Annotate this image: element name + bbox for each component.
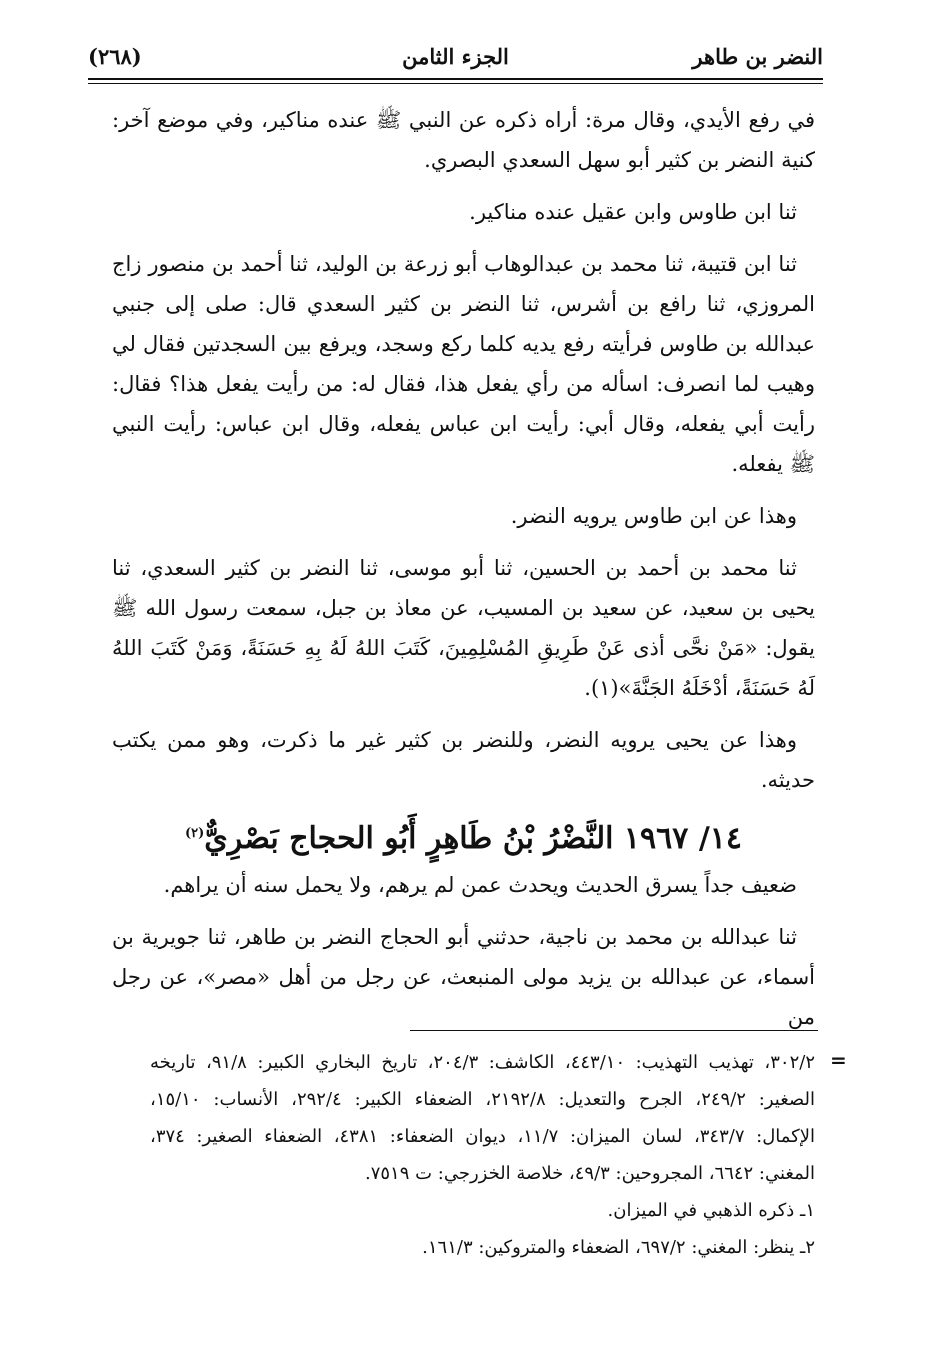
entry-heading-text: ١٤/ ١٩٦٧ النَّضْرُ بْنُ طَاهِرٍ أَبُو الحجاج بَصْرِيٌّ [204, 821, 743, 856]
main-text [112, 100, 815, 1049]
footnote: ١ـ ذكره الذهبي في الميزان. [607, 1200, 815, 1221]
part-title: الجزء الثامن [402, 44, 509, 69]
footnote: ٢ـ ينظر: المغني: ٦٩٧/٢، الضعفاء والمتروكين: ١٦١/٣. [422, 1237, 815, 1258]
paragraph: ثنا ابن طاوس وابن عقيل عنده مناكير. [469, 200, 797, 224]
paragraph: في رفع الأيدي، وقال مرة: أراه ذكره عن النبي ﷺ عنده مناكير، وفي موضع آخر: كنية النضر بن كثير أبو سهل السعدي البصري. [112, 108, 815, 172]
running-title: النضر بن طاهر [692, 44, 823, 69]
paragraph: ضعيف جداً يسرق الحديث ويحدث عمن لم يرهم، ولا يحمل سنه أن يراهم. [163, 873, 797, 897]
header-divider [88, 78, 823, 84]
entry-heading [112, 812, 815, 861]
paragraph: ثنا ابن قتيبة، ثنا محمد بن عبدالوهاب أبو زرعة بن الوليد، ثنا أحمد بن منصور زاج المروزي، ثنا رافع بن أشرس، ثنا النضر بن كثير السعدي قال: صلى إلى جنبي عبدالله بن طاوس فرأيته رفع يديه كلما ركع وسجد، ويرفع بين السجدتين فقال لي وهيب لما انصرف: اسأله من رأي يفعل هذا، فقال له: من رأيت يفعل هذا؟ فقال: رأيت أبي يفعله، وقال أبي: رأيت ابن عباس يفعله، وقال ابن عباس: رأيت النبي ﷺ يفعله. [112, 252, 815, 476]
page-number: (٢٦٨) [88, 44, 142, 69]
page-header [88, 38, 823, 78]
footnotes [150, 1044, 815, 1266]
paragraph: وهذا عن ابن طاوس يرويه النضر. [510, 504, 797, 528]
footnote-continuation-mark: = [830, 1048, 847, 1072]
footnote-ref: (٢) [184, 826, 205, 841]
paragraph: ثنا محمد بن أحمد بن الحسين، ثنا أبو موسى، ثنا النضر بن كثير السعدي، ثنا يحيى بن سعيد، عن سعيد بن المسيب، عن معاذ بن جبل، سمعت رسول الله ﷺ يقول: «مَنْ نحَّى أذى عَنْ طَرِيقِ المُسْلِمِينَ، كَتَبَ اللهُ لَهُ بِهِ حَسَنَةً، وَمَنْ كَتَبَ اللهُ لَهُ حَسَنَةً، أدْخَلَهُ الجَنَّةَ»(١). [112, 556, 815, 700]
footnote-divider [410, 1030, 818, 1031]
paragraph: وهذا عن يحيى يرويه النضر، وللنضر بن كثير غير ما ذكرت، وهو ممن يكتب حديثه. [112, 728, 815, 792]
footnote: ٣٠٢/٢، تهذيب التهذيب: ٤٤٣/١٠، الكاشف: ٢٠٤/٣، تاريخ البخاري الكبير: ٩١/٨، تاريخه الصغير: ٢٤٩/٢، الجرح والتعديل: ٢١٩٢/٨، الضعفاء الكبير: ٢٩٢/٤، الأنساب: ١٥/١٠، الإكمال: ٣٤٣/٧، لسان الميزان: ١١/٧، ديوان الضعفاء: ٤٣٨١، الضعفاء الصغير: ٣٧٤، المغني: ٦٦٤٢، المجروحين: ٤٩/٣، خلاصة الخزرجي: ت ٧٥١٩. [150, 1052, 816, 1184]
paragraph: ثنا عبدالله بن محمد بن ناجية، حدثني أبو الحجاج النضر بن طاهر، ثنا جويرية بن أسماء، عن عبدالله بن يزيد مولى المنبعث، عن رجل من أهل «مصر»، عن رجل من [112, 925, 815, 1029]
